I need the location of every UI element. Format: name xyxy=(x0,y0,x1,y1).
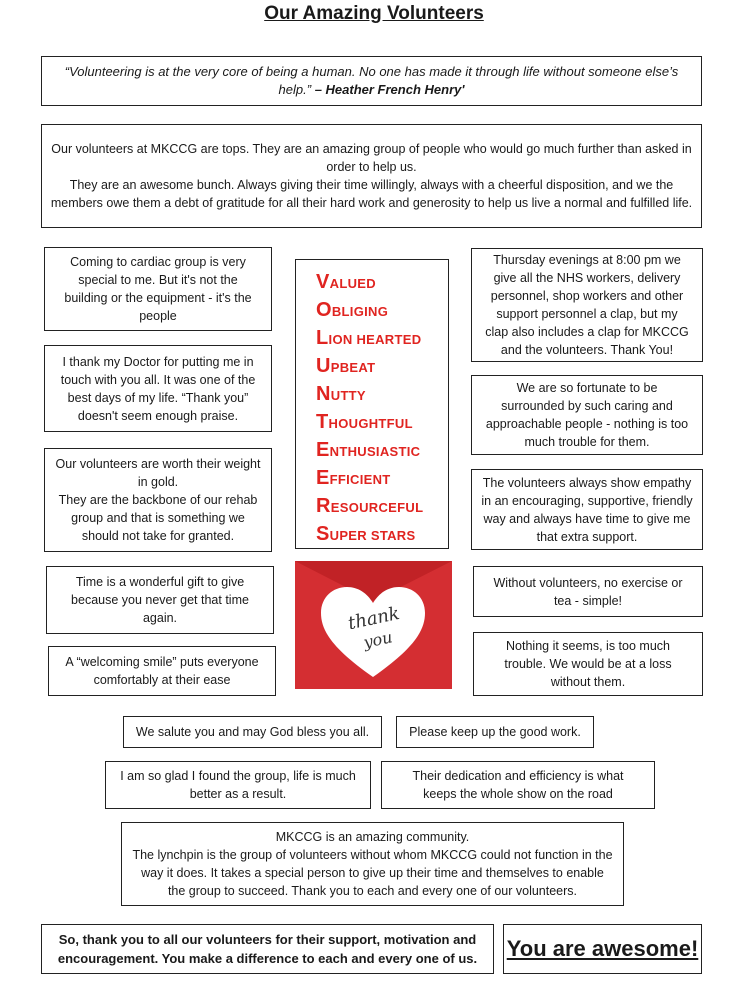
card-text-thank: thank xyxy=(346,602,402,635)
testimonial-box xyxy=(48,646,276,696)
testimonial-box xyxy=(46,566,274,634)
acrostic-line: ENTHUSIASTIC xyxy=(316,439,421,461)
testimonial-box xyxy=(44,247,272,331)
testimonial-box xyxy=(473,632,703,696)
final-thanks-text: So, thank you to all our volunteers for their support, motivation and encouragement. You make a difference to each and every one of us. xyxy=(57,932,478,966)
testimonial-box xyxy=(471,469,703,550)
testimonial-box xyxy=(471,375,703,455)
keep-up-box xyxy=(396,716,594,748)
testimonial-text: Nothing it seems, is too much trouble. We would be at a loss without them. xyxy=(504,639,672,689)
testimonial-text: The volunteers always show empathy in an encouraging, supportive, friendly way and always have time to give me that extra support. xyxy=(481,475,693,544)
acrostic-line: RESOURCEFUL xyxy=(316,495,424,517)
testimonial-text: Our volunteers are worth their weight in gold. xyxy=(55,457,261,489)
acrostic-line: UPBEAT xyxy=(316,355,376,377)
dedication-box xyxy=(381,761,655,809)
testimonial-text: They are the backbone of our rehab group and that is something we should not take for granted. xyxy=(58,493,258,543)
glad-box xyxy=(105,761,371,809)
acrostic-line: THOUGHTFUL xyxy=(316,411,413,433)
quote-author: – Heather French Henry' xyxy=(311,82,465,97)
testimonial-text: Without volunteers, no exercise or tea - simple! xyxy=(493,575,683,608)
testimonial-box xyxy=(44,448,272,552)
final-thanks-box xyxy=(41,924,494,974)
page-title: Our Amazing Volunteers xyxy=(264,3,484,24)
testimonial-text: A “welcoming smile” puts everyone comfortably at their ease xyxy=(65,655,259,687)
dedication-text: Their dedication and efficiency is what keeps the whole show on the road xyxy=(412,769,624,801)
thank-you-card-image xyxy=(295,561,452,689)
acrostic-line: SUPER STARS xyxy=(316,523,416,545)
acrostic-line: EFFICIENT xyxy=(316,467,391,489)
acrostic-line: NUTTY xyxy=(316,383,366,405)
volunteer-acrostic xyxy=(295,259,449,549)
card-text-you: you xyxy=(361,627,395,652)
quote-text: “Volunteering is at the very core of being a human. No one has made it through life without someone else’s help.” xyxy=(64,64,679,97)
testimonial-text: We are so fortunate to be surrounded by such caring and approachable people - nothing is too much trouble for them. xyxy=(485,381,689,449)
acrostic-line: OBLIGING xyxy=(316,299,389,321)
acrostic-line: VALUED xyxy=(316,271,376,293)
testimonial-text: Thursday evenings at 8:00 pm we give all the NHS workers, delivery personnel, shop workers and other support personnel a clap, but my clap also includes a clap for MKCCG and the volunteers. Thank You! xyxy=(485,253,689,357)
testimonial-text: Time is a wonderful gift to give because you never get that time again. xyxy=(71,575,249,625)
salute-box xyxy=(123,716,382,748)
intro-paragraph-1: Our volunteers at MKCCG are tops. They are an amazing group of people who would go much further than asked in order to help us. xyxy=(51,142,692,174)
testimonial-text: Coming to cardiac group is very special to me. But it's not the building or the equipment - it's the people xyxy=(64,255,252,323)
awesome-box xyxy=(503,924,702,974)
testimonial-box xyxy=(471,248,703,362)
quote-box xyxy=(41,56,702,106)
community-box xyxy=(121,822,624,906)
acrostic-line: LION HEARTED xyxy=(316,327,422,349)
intro-paragraph-2: They are an awesome bunch. Always giving their time willingly, always with a cheerful disposition, and we the members owe them a debt of gratitude for all their hard work and generosity to help us live a normal and fulfilled life. xyxy=(50,178,693,210)
envelope-heart-icon xyxy=(295,561,452,689)
testimonial-text: I thank my Doctor for putting me in touch with you all. It was one of the best days of my life. “Thank you” doesn't seem enough praise. xyxy=(60,354,256,423)
community-text: MKCCG is an amazing community. xyxy=(275,830,470,844)
testimonial-box xyxy=(44,345,272,432)
testimonial-box xyxy=(473,566,703,617)
awesome-text: You are awesome! xyxy=(506,936,699,961)
intro-box xyxy=(41,124,702,228)
keep-up-text: Please keep up the good work. xyxy=(409,725,581,739)
salute-text: We salute you and may God bless you all. xyxy=(135,725,370,739)
community-text: The lynchpin is the group of volunteers without whom MKCCG could not function in the way it does. It takes a special person to give up their time and themselves to enable the group to succeed. Thank you to each and every one of our volunteers. xyxy=(132,848,613,898)
glad-text: I am so glad I found the group, life is much better as a result. xyxy=(120,769,356,801)
